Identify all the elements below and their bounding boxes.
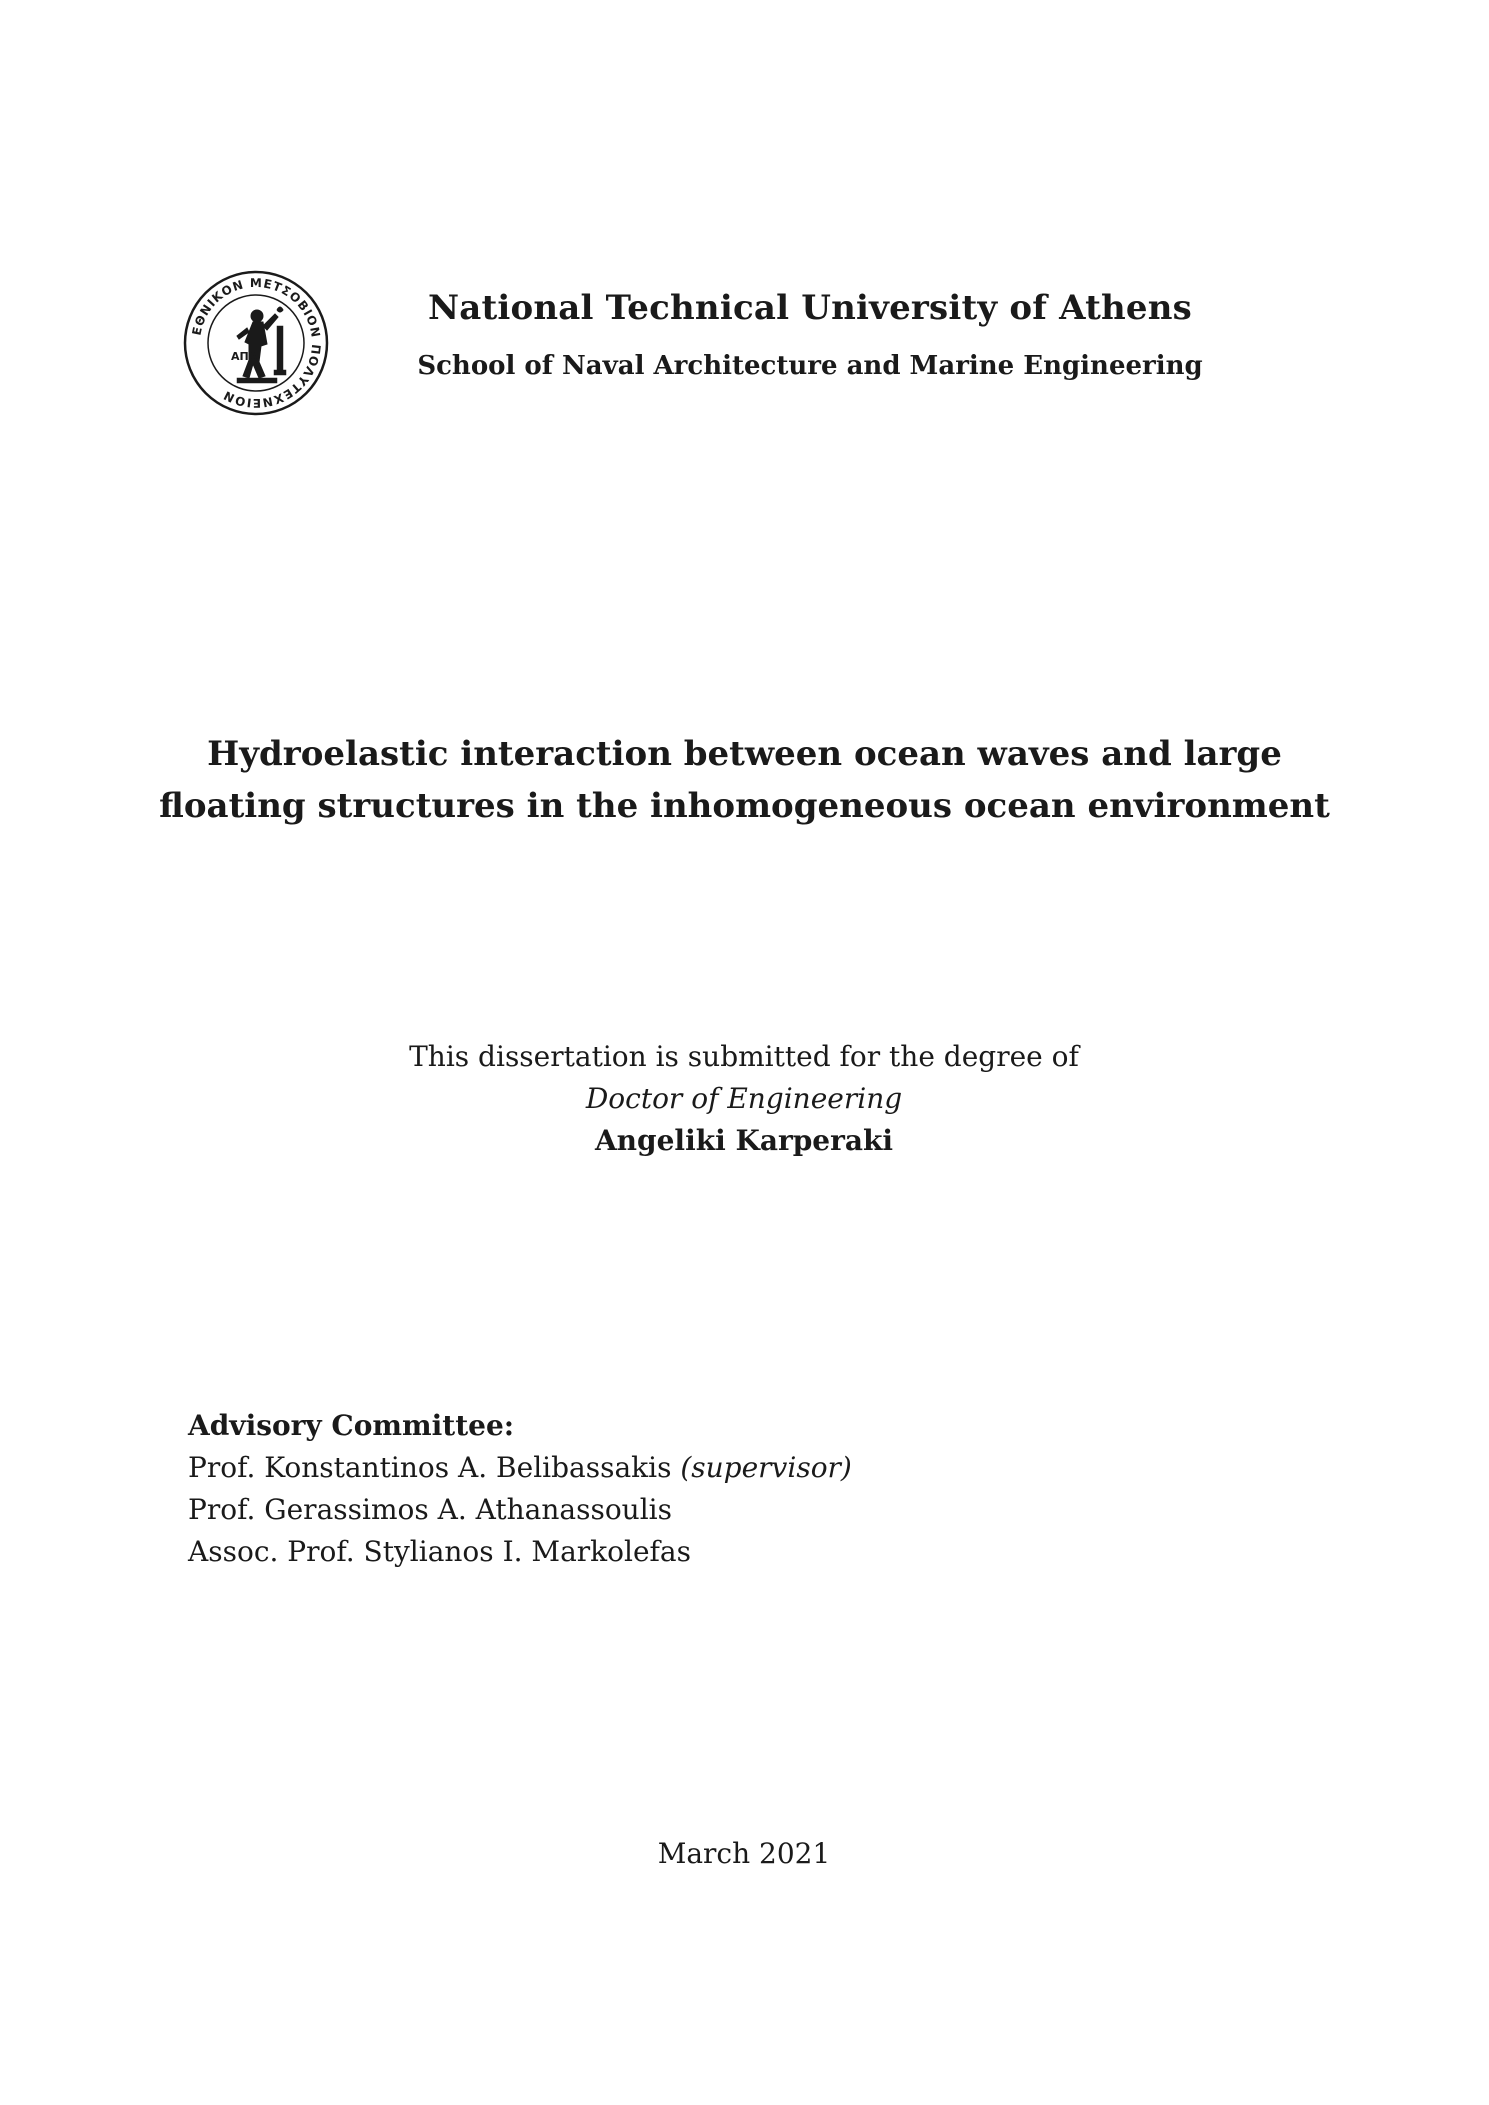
committee-member xyxy=(188,1531,1088,1573)
advisory-committee xyxy=(188,1405,1088,1573)
seal-letters: ΑΠΛ xyxy=(231,350,258,363)
submission-statement: This dissertation is submitted for the degree of xyxy=(409,1040,1079,1073)
svg-text:ΕΘΝΙΚΟΝ ΜΕΤΣΟΒΙΟΝ ΠΟΛΥΤΕΧΝΕΙΟΝ: ΕΘΝΙΚΟΝ ΜΕΤΣΟΒΙΟΝ ΠΟΛΥΤΕΧΝΕΙΟΝ xyxy=(189,275,324,411)
member-role: (supervisor) xyxy=(680,1451,852,1484)
committee-heading: Advisory Committee: xyxy=(188,1409,515,1442)
committee-member xyxy=(188,1489,1088,1531)
author-name: Angeliki Karperaki xyxy=(594,1124,894,1157)
member-name: Prof. Konstantinos A. Belibassakis xyxy=(188,1451,672,1484)
title-line-2: floating structures in the inhomogeneous ocean environment xyxy=(159,786,1330,826)
school-name: School of Naval Architecture and Marine Engineering xyxy=(417,351,1203,381)
university-seal-logo xyxy=(183,270,329,416)
title-line-1: Hydroelastic interaction between ocean waves and large xyxy=(207,734,1282,774)
member-name: Assoc. Prof. Stylianos I. Markolefas xyxy=(188,1535,691,1568)
university-name: National Technical University of Athens xyxy=(427,288,1193,328)
committee-member xyxy=(188,1447,1088,1489)
submission-block xyxy=(344,1036,1144,1162)
dissertation-title xyxy=(150,728,1339,832)
degree-name: Doctor of Engineering xyxy=(585,1082,903,1115)
submission-date: March 2021 xyxy=(657,1837,831,1870)
member-name: Prof. Gerassimos A. Athanassoulis xyxy=(188,1493,672,1526)
